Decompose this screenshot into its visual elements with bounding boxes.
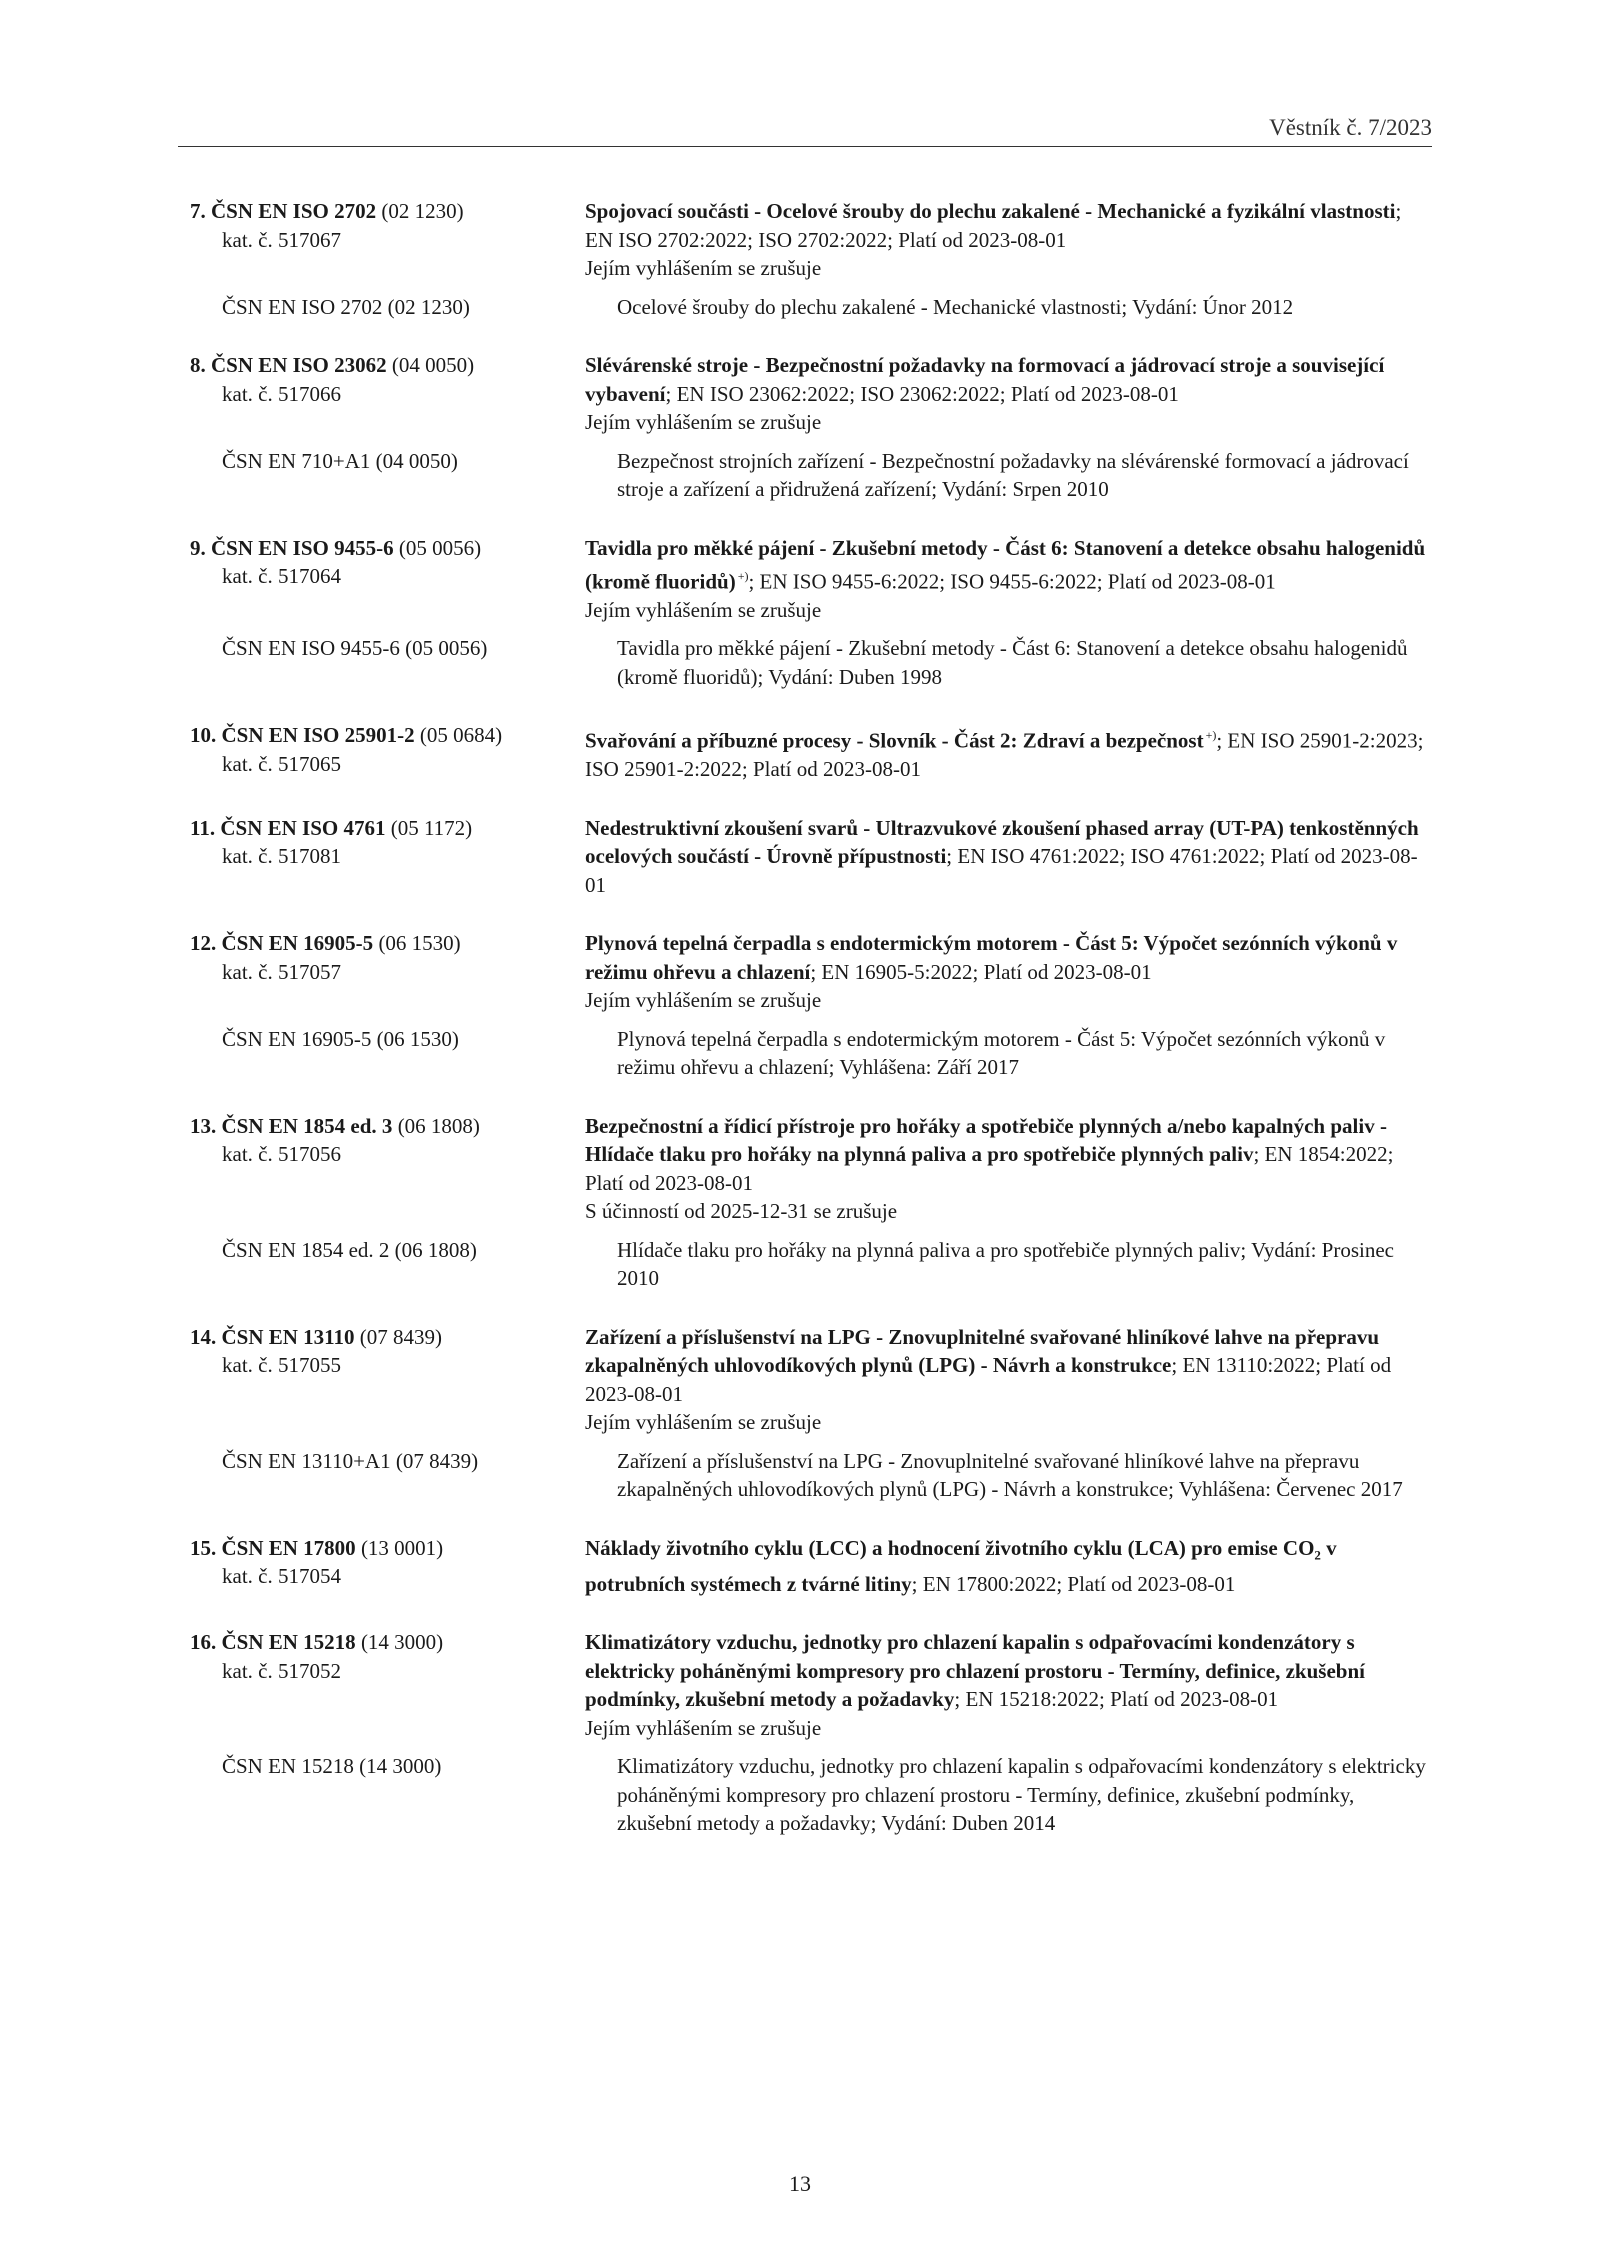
class-code: (06 1530): [378, 931, 461, 956]
entry-number: 9.: [190, 535, 206, 560]
catalog-number: kat. č. 517065: [222, 751, 341, 776]
standard-code: ČSN EN ISO 2702: [211, 199, 377, 223]
entry-number: 7.: [190, 199, 206, 223]
replaced-title: Hlídače tlaku pro hořáky na plynná paliva a pro spotřebiče plynných paliv; Vydání: Prosinec 2010: [617, 1237, 1394, 1291]
replaced-title: Zařízení a příslušenství na LPG - Znovuplnitelné svařované hliníkové lahve na přepravu zkapalněných uhlovodíkových plynů (LPG) - Návrh a konstrukce; Vyhlášena: Červenec 2017: [617, 1448, 1403, 1502]
standard-title: Zařízení a příslušenství na LPG - Znovuplnitelné svařované hliníkové lahve na přepravu zkapalněných uhlovodíkových plynů (LPG) - Návrh a konstrukce: [585, 1324, 1380, 1378]
standard-details: ; EN ISO 25901-2:2023; ISO 25901-2:2022; Platí od 2023-08-01: [585, 728, 1424, 782]
entry-number: 12.: [190, 931, 217, 956]
class-code: (05 0684): [419, 723, 503, 748]
cancellation-note: Jejím vyhlášením se zrušuje: [585, 597, 822, 622]
cancellation-note: Jejím vyhlášením se zrušuje: [585, 988, 822, 1013]
footnote-mark: +): [1205, 728, 1217, 743]
standard-title: Bezpečnostní a řídicí přístroje pro hořáky a spotřebiče plynných a/nebo kapalných paliv - Hlídače tlaku pro hořáky na plynná paliva a pro spotřebiče plynných paliv: [585, 1113, 1387, 1167]
standard-entry: [190, 1323, 1430, 1504]
standard-title: Nedestruktivní zkoušení svarů - Ultrazvukové zkoušení phased array (UT-PA) tenkostěnných ocelových součástí - Úrovně přípustnosti: [585, 815, 1419, 869]
standard-details: ; EN 16905-5:2022; Platí od 2023-08-01: [810, 959, 1152, 984]
standard-entry: [190, 197, 1430, 321]
standard-title: Náklady životního cyklu (LCC) a hodnocení životního cyklu (LCA) pro emise CO: [585, 1535, 1315, 1560]
entry-number: 16.: [190, 1630, 217, 1655]
class-code: (05 0056): [398, 535, 482, 560]
class-code: (13 0001): [360, 1535, 444, 1560]
replaced-code: ČSN EN 16905-5 (06 1530): [222, 1026, 459, 1051]
standard-code: ČSN EN 13110: [221, 1324, 355, 1349]
catalog-number: kat. č. 517067: [222, 227, 341, 252]
standard-details: ; EN 17800:2022; Platí od 2023-08-01: [911, 1571, 1236, 1596]
standard-entry: [190, 814, 1430, 900]
class-code: (06 1808): [397, 1113, 480, 1138]
standard-code: ČSN EN ISO 25901-2: [221, 723, 415, 748]
standard-details: ; EN ISO 23062:2022; ISO 23062:2022; Platí od 2023-08-01: [665, 381, 1179, 406]
replaced-code: ČSN EN ISO 2702 (02 1230): [222, 294, 470, 319]
standard-title: Klimatizátory vzduchu, jednotky pro chlazení kapalin s odpařovacími kondenzátory s elektricky poháněnými kompresory pro chlazení prostoru - Termíny, definice, zkušební podmínky, zkušební metody a požadavky: [585, 1630, 1365, 1712]
standard-details: ; EN 1854:2022; Platí od 2023-08-01: [585, 1142, 1394, 1195]
standard-details: ; EN 15218:2022; Platí od 2023-08-01: [954, 1687, 1279, 1712]
replaced-title: Ocelové šrouby do plechu zakalené - Mechanické vlastnosti; Vydání: Únor 2012: [617, 294, 1294, 319]
class-code: (05 1172): [390, 815, 473, 840]
catalog-number: kat. č. 517054: [222, 1564, 341, 1589]
standard-title: Plynová tepelná čerpadla s endotermickým motorem - Část 5: Výpočet sezónních výkonů v režimu ohřevu a chlazení: [585, 931, 1398, 984]
catalog-number: kat. č. 517052: [222, 1658, 341, 1683]
class-code: (14 3000): [360, 1630, 444, 1655]
replaced-code: ČSN EN 1854 ed. 2 (06 1808): [222, 1237, 477, 1262]
class-code: (04 0050): [391, 353, 475, 377]
standard-details: ; EN ISO 9455-6:2022; ISO 9455-6:2022; Platí od 2023-08-01: [748, 569, 1276, 594]
cancellation-note: S účinností od 2025-12-31 se zrušuje: [585, 1199, 898, 1224]
catalog-number: kat. č. 517066: [222, 381, 341, 406]
standard-title: Slévárenské stroje - Bezpečnostní požadavky na formovací a jádrovací stroje a související vybavení: [585, 353, 1385, 406]
catalog-number: kat. č. 517081: [222, 844, 341, 869]
standard-details: ; EN ISO 4761:2022; ISO 4761:2022; Platí od 2023-08-01: [585, 844, 1418, 897]
subscript-two: 2: [1314, 1547, 1321, 1563]
standard-entry: [190, 929, 1430, 1082]
replaced-code: ČSN EN 13110+A1 (07 8439): [222, 1448, 479, 1473]
replaced-code: ČSN EN 15218 (14 3000): [222, 1754, 442, 1779]
standard-code: ČSN EN 16905-5: [221, 931, 374, 956]
entry-number: 15.: [190, 1535, 217, 1560]
replaced-title: Tavidla pro měkké pájení - Zkušební metody - Část 6: Stanovení a detekce obsahu halogenidů (kromě fluoridů); Vydání: Duben 1998: [617, 636, 1408, 689]
standard-code: ČSN EN 15218: [221, 1630, 356, 1655]
replaced-title: Klimatizátory vzduchu, jednotky pro chlazení kapalin s odpařovacími kondenzátory s elektricky poháněnými kompresory pro chlazení prostoru - Termíny, definice, zkušební podmínky, zkušební metody a požadavky; Vydání: Duben 2014: [617, 1754, 1426, 1836]
standard-title: Spojovací součásti - Ocelové šrouby do plechu zakalené - Mechanické a fyzikální vlastnosti: [585, 199, 1396, 223]
class-code: (02 1230): [381, 199, 464, 223]
replaced-title: Plynová tepelná čerpadla s endotermickým motorem - Část 5: Výpočet sezónních výkonů v režimu ohřevu a chlazení; Vyhlášena: Září 2017: [617, 1026, 1386, 1080]
standard-title: Svařování a příbuzné procesy - Slovník - Část 2: Zdraví a bezpečnost: [585, 728, 1204, 753]
standard-entry: [190, 1628, 1430, 1838]
cancellation-note: Jejím vyhlášením se zrušuje: [585, 410, 822, 434]
entry-number: 10.: [190, 723, 217, 748]
entry-number: 11.: [190, 815, 216, 840]
standards-list: [190, 197, 1430, 1868]
standard-details: ; EN 13110:2022; Platí od 2023-08-01: [585, 1353, 1392, 1406]
standard-code: ČSN EN ISO 23062: [211, 353, 387, 377]
header-title: Věstník č. 7/2023: [1269, 114, 1432, 140]
cancellation-note: Jejím vyhlášením se zrušuje: [585, 256, 822, 280]
standard-details: ; EN ISO 2702:2022; ISO 2702:2022; Platí od 2023-08-01: [585, 199, 1402, 252]
page-header: [178, 110, 1432, 147]
catalog-number: kat. č. 517055: [222, 1353, 341, 1378]
catalog-number: kat. č. 517057: [222, 959, 341, 984]
catalog-number: kat. č. 517064: [222, 564, 341, 588]
cancellation-note: Jejím vyhlášením se zrušuje: [585, 1410, 822, 1435]
entry-number: 14.: [190, 1324, 217, 1349]
standard-title: Tavidla pro měkké pájení - Zkušební metody - Část 6: Stanovení a detekce obsahu halogenidů (kromě fluoridů): [585, 535, 1426, 594]
standard-entry: [190, 534, 1430, 692]
standard-code: ČSN EN ISO 9455-6: [211, 535, 394, 560]
cancellation-note: Jejím vyhlášením se zrušuje: [585, 1715, 822, 1740]
standard-entry: [190, 1112, 1430, 1293]
footnote-mark: +): [737, 569, 749, 583]
standard-code: ČSN EN 17800: [221, 1535, 356, 1560]
standard-title-continued: v potrubních systémech z tvárné litiny: [585, 1535, 1337, 1596]
standard-code: ČSN EN 1854 ed. 3: [221, 1113, 393, 1138]
entry-number: 8.: [190, 353, 206, 377]
replaced-code: ČSN EN 710+A1 (04 0050): [222, 448, 458, 473]
catalog-number: kat. č. 517056: [222, 1142, 341, 1167]
standard-code: ČSN EN ISO 4761: [220, 815, 386, 840]
standard-entry: [190, 351, 1430, 504]
standard-entry: [190, 1534, 1430, 1599]
replaced-title: Bezpečnost strojních zařízení - Bezpečnostní požadavky na slévárenské formovací a jádrovací stroje a zařízení a přidružená zařízení; Vydání: Srpen 2010: [617, 448, 1409, 501]
page-number: 13: [789, 2171, 811, 2196]
replaced-code: ČSN EN ISO 9455-6 (05 0056): [222, 636, 488, 661]
class-code: (07 8439): [359, 1324, 443, 1349]
standard-entry: [190, 721, 1430, 783]
entry-number: 13.: [190, 1113, 217, 1138]
